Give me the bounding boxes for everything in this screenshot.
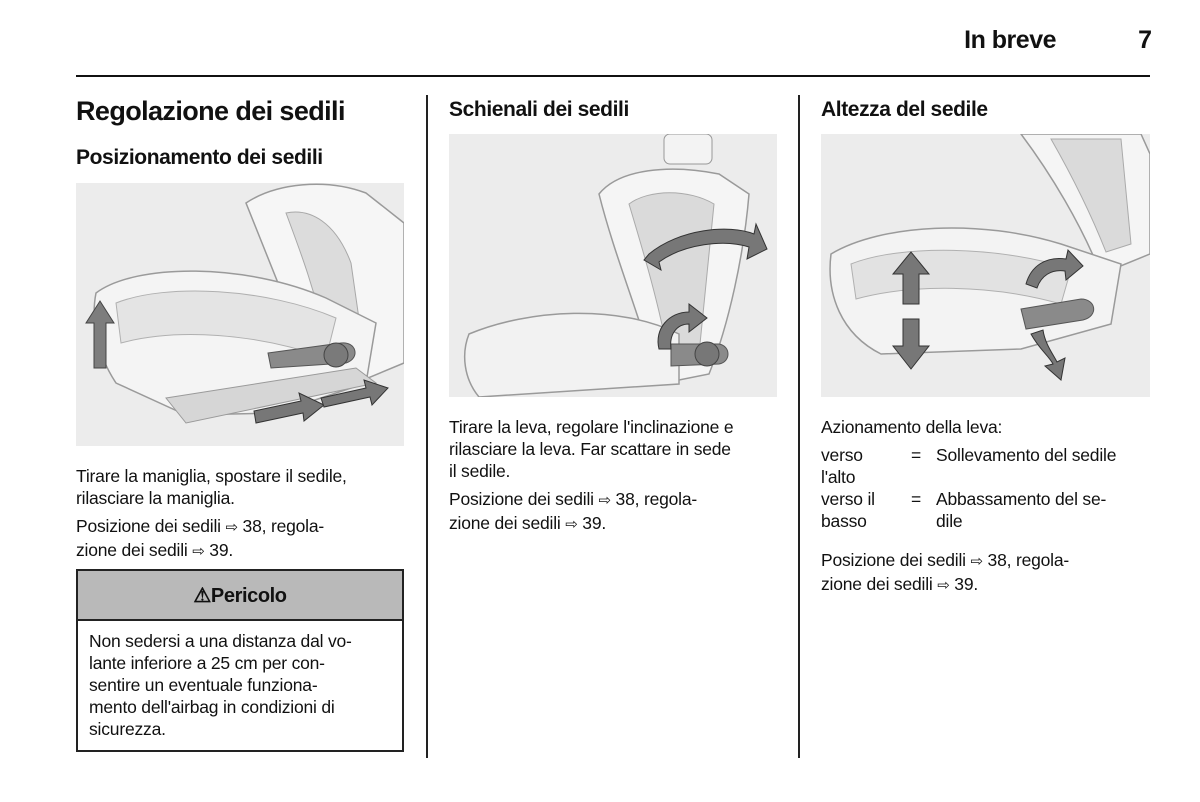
warning-box [76,569,404,752]
ref-text: zione dei sedili [76,540,188,560]
reference-arrow-icon: ⇨ [225,519,238,536]
result-cell [936,444,1116,466]
ref-page-link[interactable]: 39. [204,540,234,560]
warning-header [78,571,402,621]
ref-page-link[interactable]: 38, regola- [982,550,1070,570]
result-line: Sollevamento del sedile [936,445,1117,465]
ref-text: Posizione dei sedili [449,489,594,509]
warning-title: Pericolo [210,585,287,607]
warning-line: sentire un eventuale funziona- [89,675,318,695]
ref-text: Posizione dei sedili [821,550,966,570]
page-number: 7 [1138,26,1152,54]
ref-page-link[interactable]: 38, regola- [610,489,698,509]
running-header-title: In breve [964,26,1056,54]
ref-text: zione dei sedili [449,513,561,533]
cross-reference [821,549,1069,597]
equals-sign: = [911,489,922,509]
cross-reference [76,515,324,563]
backrest-instructions [449,416,733,482]
direction-line: verso il [821,489,875,509]
direction-cell [821,488,907,532]
reference-arrow-icon: ⇨ [598,492,611,509]
subsection-title-backrest: Schienali dei sedili [449,98,629,121]
direction-line: verso [821,445,863,465]
warning-body [78,621,402,740]
cross-reference [449,488,697,536]
seat-position-instructions [76,465,347,509]
ref-page-link[interactable]: 39. [577,513,607,533]
direction-line: basso [821,511,867,531]
column-divider-2 [798,95,800,758]
seat-height-illustration [821,134,1150,397]
warning-line: mento dell'airbag in condizioni di [89,697,335,717]
subsection-title-seat-position: Posizionamento dei sedili [76,146,323,169]
section-title: Regolazione dei sedili [76,96,345,126]
result-cell [936,488,1106,532]
text-line: rilasciare la maniglia. [76,488,235,508]
result-line: Abbassamento del se- [936,489,1107,509]
subsection-title-seat-height: Altezza del sedile [821,98,988,121]
table-row [821,488,1151,532]
text-line: Tirare la maniglia, spostare il sedile, [76,466,347,486]
reference-arrow-icon: ⇨ [192,543,205,560]
column-divider-1 [426,95,428,758]
equals-sign: = [911,445,922,465]
ref-page-link[interactable]: 38, regola- [237,516,325,536]
text-line: rilasciare la leva. Far scattare in sede [449,439,731,459]
backrest-illustration [449,134,777,397]
text-line: Tirare la leva, regolare l'inclinazione e [449,417,734,437]
ref-page-link[interactable]: 39. [949,574,979,594]
result-line: dile [936,511,963,531]
ref-text: Posizione dei sedili [76,516,221,536]
lever-operation-table [821,444,1151,532]
lever-operation-intro: Azionamento della leva: [821,417,1003,437]
warning-triangle-icon: ⚠ [193,585,211,607]
direction-line: l'alto [821,467,856,487]
warning-line: Non sedersi a una distanza dal vo- [89,631,352,651]
header-divider [76,75,1150,77]
reference-arrow-icon: ⇨ [565,516,578,533]
direction-cell [821,444,907,488]
text-line: il sedile. [449,461,511,481]
warning-line: lante inferiore a 25 cm per con- [89,653,325,673]
reference-arrow-icon: ⇨ [970,553,983,570]
reference-arrow-icon: ⇨ [937,577,950,594]
warning-line: sicurezza. [89,719,166,739]
ref-text: zione dei sedili [821,574,933,594]
seat-position-illustration [76,183,404,446]
table-row [821,444,1151,488]
